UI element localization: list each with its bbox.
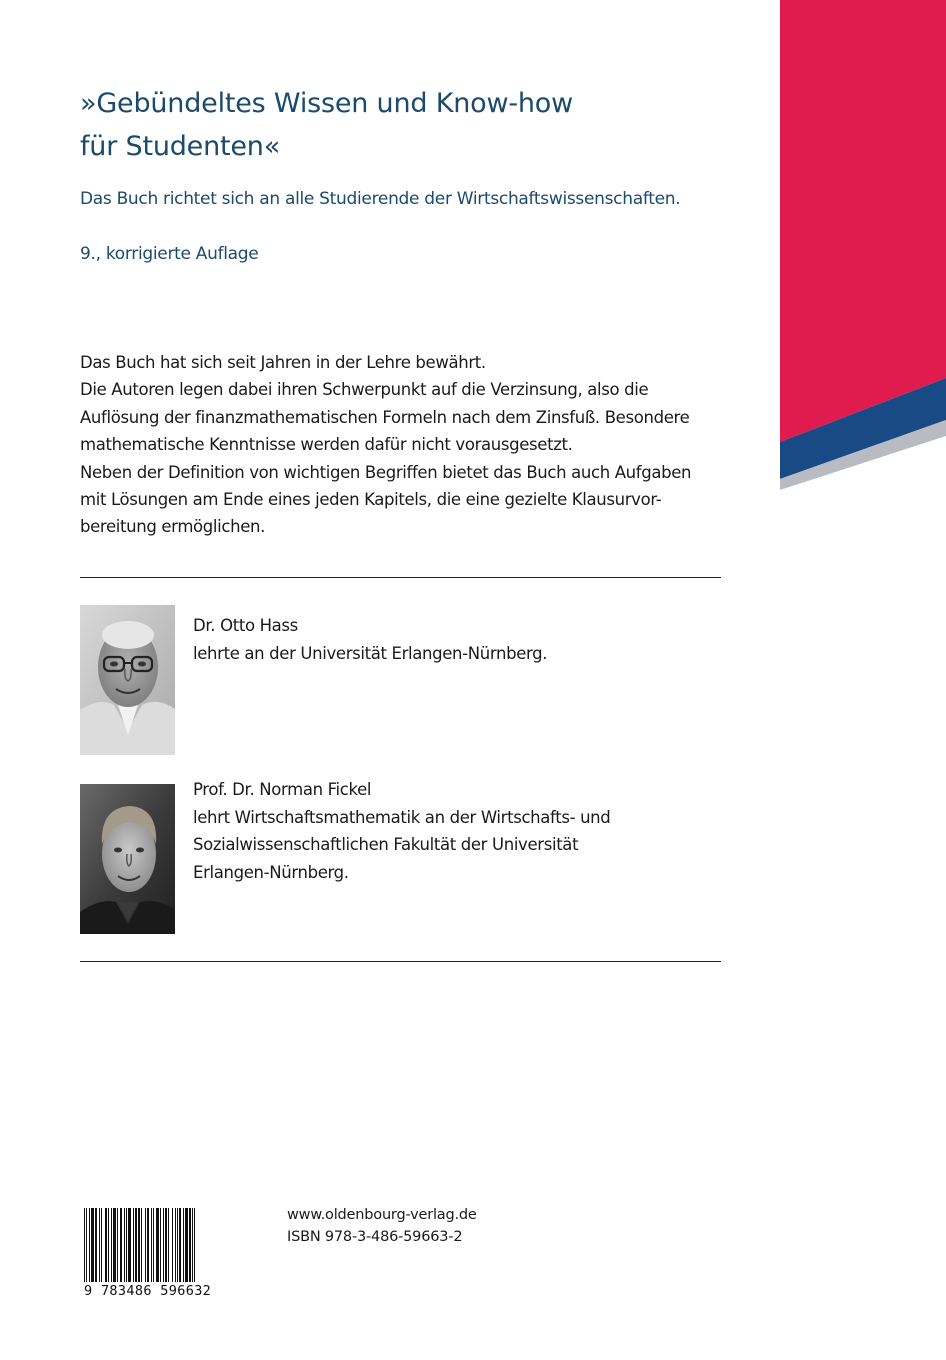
barcode-bar (168, 1208, 169, 1286)
author-block-norman-fickel (193, 776, 610, 886)
barcode-bar (120, 1208, 122, 1286)
audience-statement: Das Buch richtet sich an alle Studierende der Wirtschaftswissenschaften. (80, 189, 681, 209)
author-bio-line: lehrte an der Universität Erlangen-Nürnberg. (193, 643, 548, 663)
barcode-bar (185, 1208, 188, 1286)
description-line: Auflösung der finanzmathematischen Formeln nach dem Zinsfuß. Besondere (80, 407, 690, 427)
author-name: Prof. Dr. Norman Fickel (193, 780, 372, 799)
barcode-bar (113, 1208, 116, 1286)
barcode-bar (91, 1208, 94, 1286)
description-line: mit Lösungen am Ende eines jeden Kapitels, die eine gezielte Klausurvor- (80, 490, 662, 510)
barcode-bar (135, 1208, 137, 1286)
author-bio-line: lehrt Wirtschaftsmathematik an der Wirtschafts- und (193, 807, 611, 827)
barcode-bar (141, 1208, 142, 1286)
band-red (780, 0, 946, 442)
barcode-bar (117, 1208, 118, 1286)
author-block-otto-hass (193, 612, 547, 667)
description-line: Neben der Definition von wichtigen Begriffen bietet das Buch auch Aufgaben (80, 462, 692, 482)
barcode-bar (153, 1208, 154, 1286)
barcode-bar (145, 1208, 146, 1286)
barcode-bar (101, 1208, 102, 1286)
divider-bottom (80, 961, 721, 962)
book-description (80, 349, 740, 541)
author-photo-norman-fickel (80, 784, 175, 934)
description-line: mathematische Kenntnisse werden dafür nicht vorausgesetzt. (80, 435, 573, 455)
edition-label: 9., korrigierte Auflage (80, 244, 259, 264)
barcode-bar (163, 1208, 164, 1286)
barcode-bar (175, 1208, 176, 1286)
barcode-bar (183, 1208, 184, 1286)
barcode-bar (160, 1208, 161, 1286)
publisher-info (287, 1204, 477, 1248)
author-name: Dr. Otto Hass (193, 616, 298, 635)
title-line-1: »Gebündeltes Wissen und Know-how (80, 88, 573, 119)
barcode-bar (151, 1208, 152, 1286)
description-line: Die Autoren legen dabei ihren Schwerpunkt auf die Verzinsung, also die (80, 380, 649, 400)
barcode-bar (189, 1208, 191, 1286)
barcode-bar (124, 1208, 125, 1286)
title-line-2: für Studenten« (80, 131, 281, 162)
barcode-bar (95, 1208, 97, 1286)
barcode-bar (192, 1208, 193, 1286)
barcode-digits: 9 783486 596632 (84, 1282, 232, 1300)
barcode-bar (177, 1208, 178, 1286)
barcode-bar (172, 1208, 173, 1286)
barcode-bar (179, 1208, 181, 1286)
barcode-bar (138, 1208, 140, 1286)
barcode-bar (194, 1208, 195, 1286)
barcode-bar (99, 1208, 100, 1286)
description-line: bereitung ermöglichen. (80, 517, 266, 537)
barcode-bar (89, 1208, 90, 1286)
barcode-bar (128, 1208, 131, 1286)
divider-top (80, 577, 721, 578)
publisher-url: www.oldenbourg-verlag.de (287, 1207, 477, 1223)
barcode-bar (126, 1208, 127, 1286)
description-line: Das Buch hat sich seit Jahren in der Lehre bewährt. (80, 353, 486, 372)
barcode-bar (165, 1208, 167, 1286)
author-bio-line: Sozialwissenschaftlichen Fakultät der Universität (193, 835, 579, 854)
back-cover-title (80, 82, 573, 168)
barcode-bar (111, 1208, 112, 1286)
barcode-bar (105, 1208, 107, 1286)
decorative-color-band (780, 0, 946, 490)
author-photo-otto-hass (80, 605, 175, 755)
barcode-bar (108, 1208, 109, 1286)
isbn-label: ISBN 978-3-486-59663-2 (287, 1229, 463, 1245)
barcode-bar (147, 1208, 149, 1286)
author-bio-line: Erlangen-Nürnberg. (193, 862, 349, 882)
barcode-bar (133, 1208, 134, 1286)
